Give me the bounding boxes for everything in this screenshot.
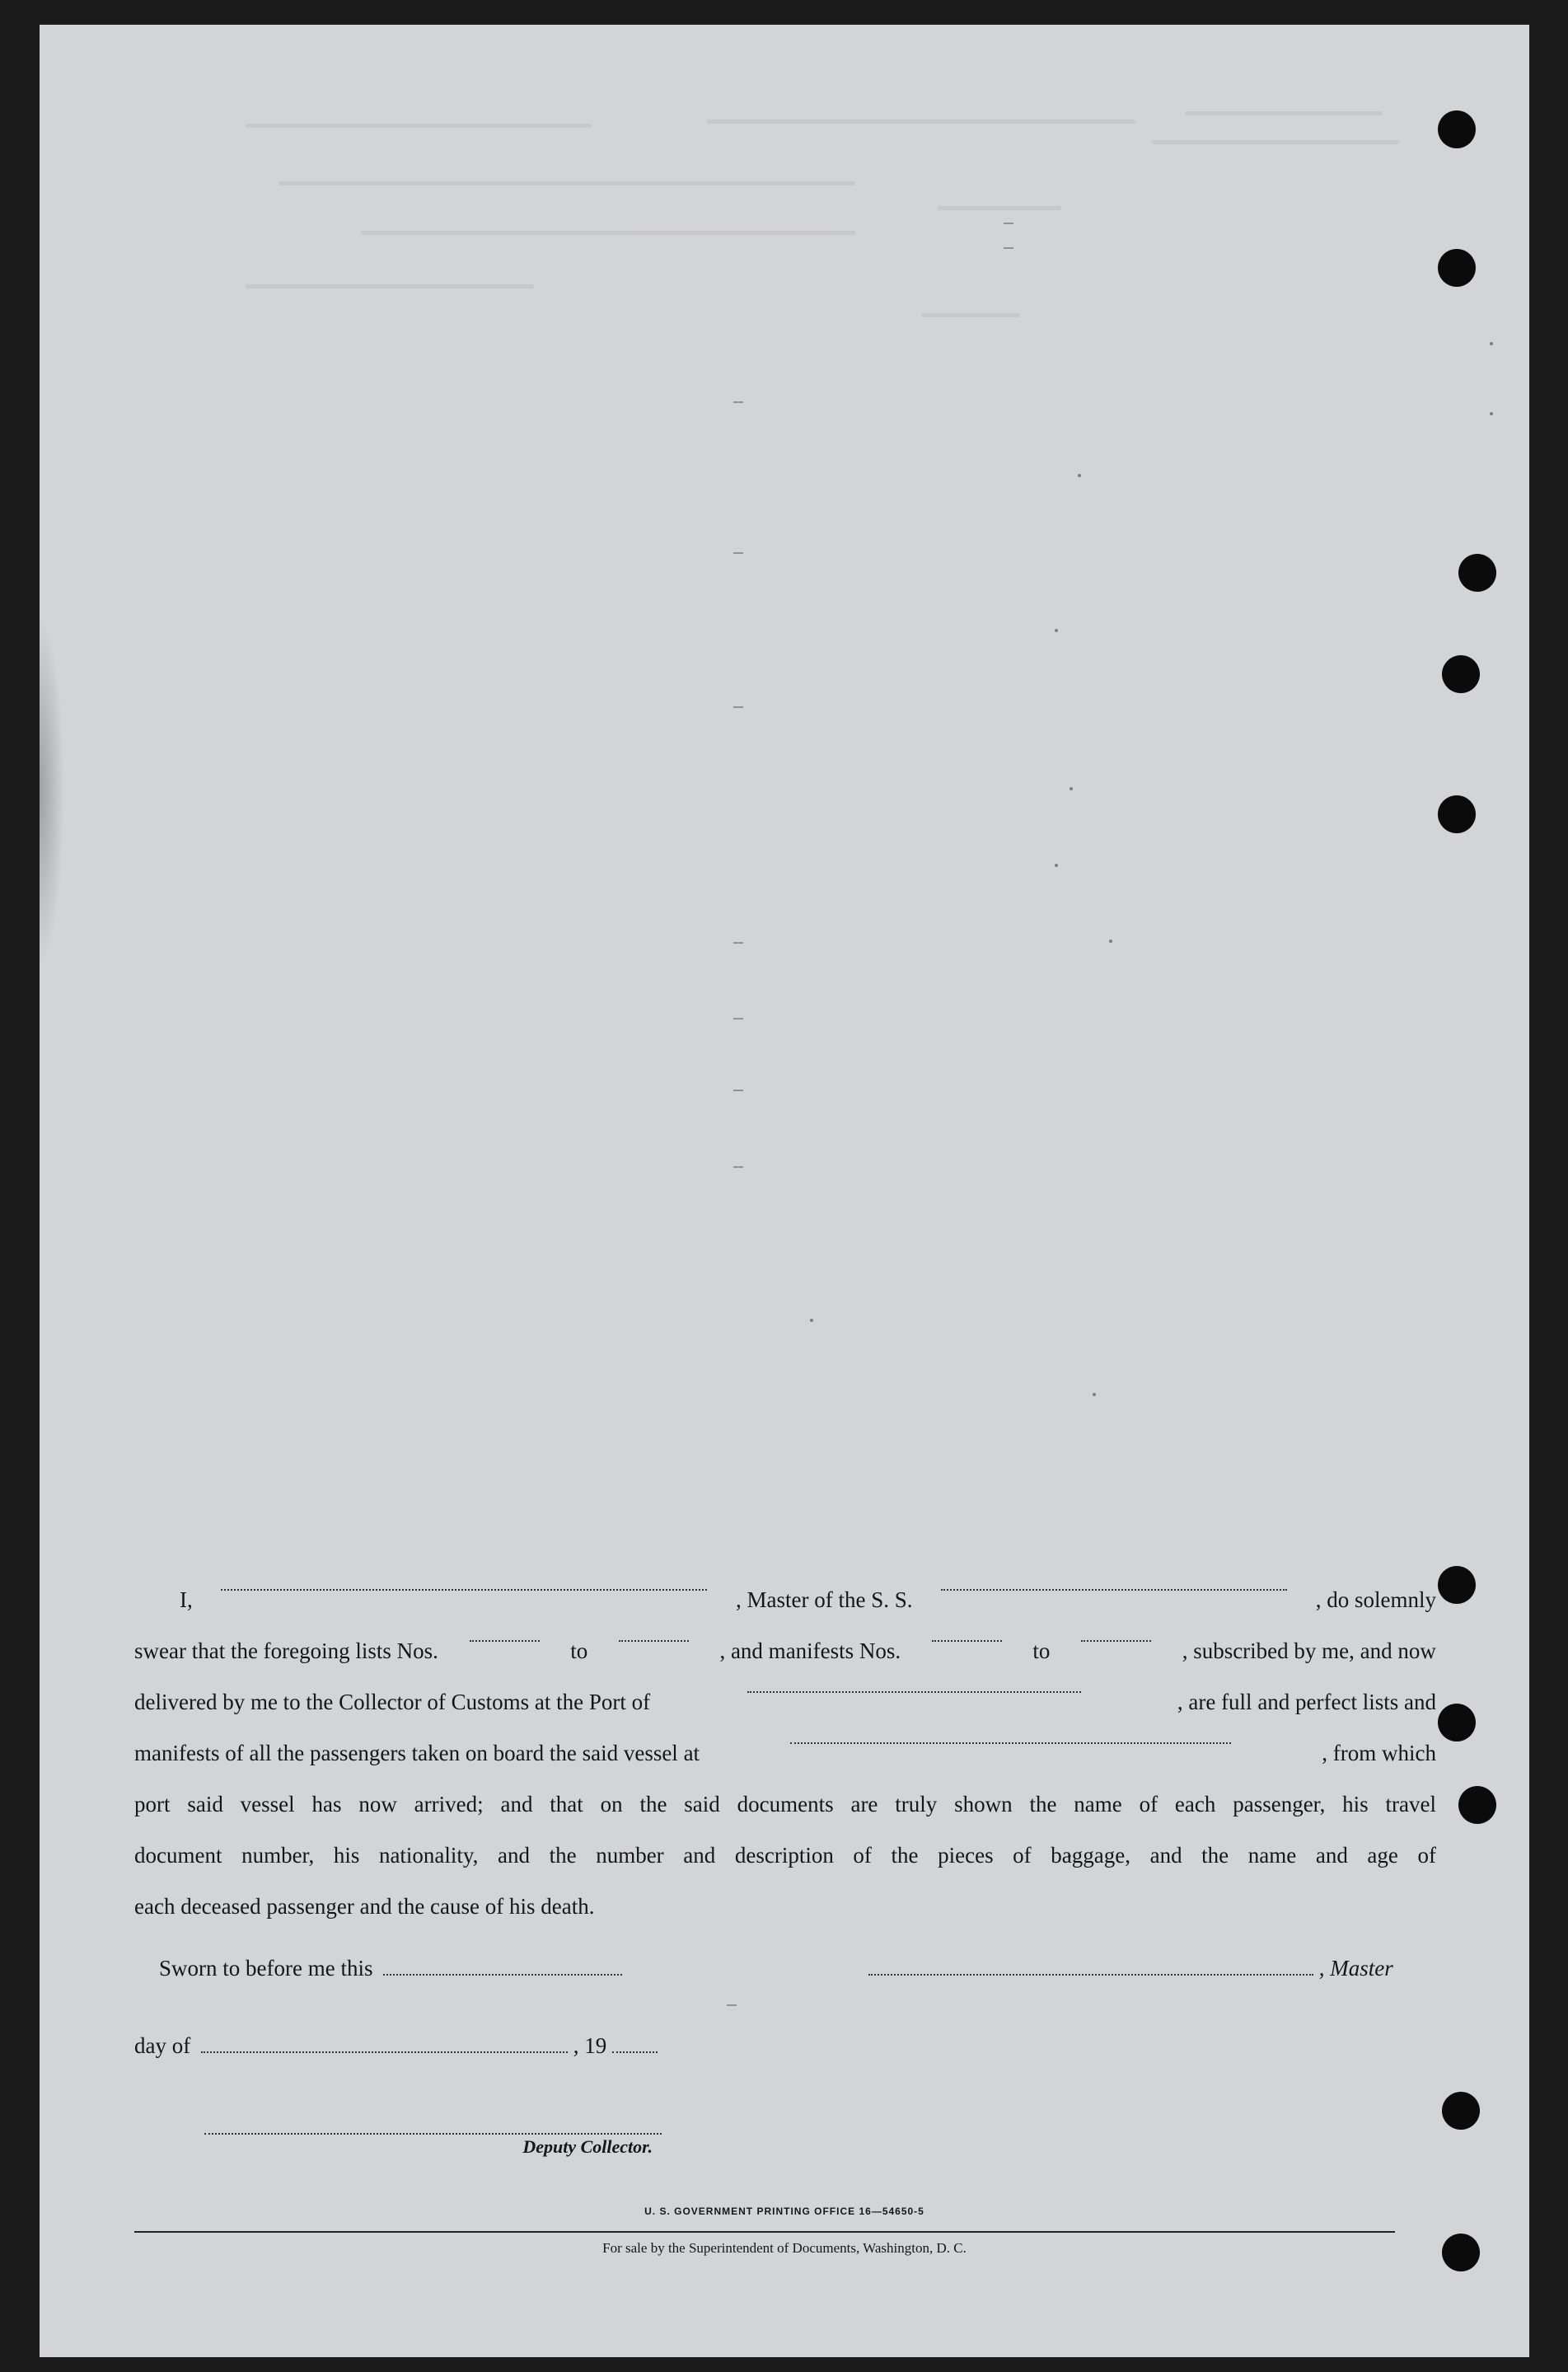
year-field xyxy=(612,2037,658,2053)
punch-hole xyxy=(1442,2092,1480,2130)
oath-text: swear that the foregoing lists Nos. xyxy=(134,1638,438,1663)
oath-line-3 xyxy=(134,1676,1436,1727)
oath-text: document number, his nationality, and the number and description of the pieces of baggage, and the name and age of xyxy=(134,1843,1436,1868)
blank-field xyxy=(619,1625,689,1642)
punch-hole xyxy=(1438,1566,1476,1604)
oath-text: to xyxy=(570,1638,588,1663)
punch-hole xyxy=(1438,249,1476,287)
oath-line-1 xyxy=(134,1574,1436,1625)
oath-text: , are full and perfect lists and xyxy=(1177,1690,1436,1714)
bleed-through-header xyxy=(196,107,1432,321)
punch-hole xyxy=(1458,1786,1496,1824)
sworn-line xyxy=(159,1956,622,1981)
punch-hole xyxy=(1442,655,1480,693)
oath-text: , do solemnly xyxy=(1315,1587,1436,1612)
blank-field xyxy=(941,1574,1287,1591)
day-of-label: day of xyxy=(134,2033,191,2058)
oath-text: , Master of the S. S. xyxy=(736,1587,913,1612)
sworn-label: Sworn to before me this xyxy=(159,1956,373,1981)
deputy-collector-label: Deputy Collector. xyxy=(522,2136,653,2157)
deputy-signature-field xyxy=(204,2118,662,2135)
master-oath xyxy=(134,1574,1436,1932)
oath-text: I, xyxy=(180,1587,193,1612)
oath-text: manifests of all the passengers taken on board the said vessel at xyxy=(134,1741,700,1765)
edge-smudge xyxy=(40,618,64,964)
master-signature-field xyxy=(868,1959,1313,1976)
oath-text: each deceased passenger and the cause of his death. xyxy=(134,1894,595,1919)
blank-field xyxy=(932,1625,1002,1642)
for-sale-note: For sale by the Superintendent of Documents, Washington, D. C. xyxy=(602,2240,967,2256)
punch-hole xyxy=(1438,1704,1476,1741)
blank-field xyxy=(747,1676,1081,1693)
blank-field xyxy=(790,1727,1231,1744)
punch-hole xyxy=(1438,110,1476,148)
year-label: , 19 xyxy=(573,2033,607,2058)
master-signature-line xyxy=(868,1956,1393,1981)
blank-field xyxy=(1081,1625,1151,1642)
sworn-date-field xyxy=(383,1959,622,1976)
oath-text: delivered by me to the Collector of Customs at the Port of xyxy=(134,1690,651,1714)
oath-text: port said vessel has now arrived; and that on the said documents are truly shown the name of each passenger, his travel xyxy=(134,1792,1436,1817)
oath-line-4 xyxy=(134,1727,1436,1779)
oath-text: , from which xyxy=(1322,1741,1436,1765)
document-page xyxy=(40,25,1529,2357)
blank-field xyxy=(470,1625,540,1642)
day-of-field xyxy=(201,2037,568,2053)
oath-line-2 xyxy=(134,1625,1436,1676)
oath-text: , and manifests Nos. xyxy=(719,1638,901,1663)
deputy-collector-line xyxy=(204,2118,666,2168)
master-label: , Master xyxy=(1318,1956,1393,1981)
oath-text: , subscribed by me, and now xyxy=(1182,1638,1436,1663)
punch-hole xyxy=(1438,795,1476,833)
punch-hole xyxy=(1458,554,1496,592)
blank-field xyxy=(221,1574,707,1591)
footer-rule xyxy=(134,2231,1395,2233)
printer-imprint: U. S. GOVERNMENT PRINTING OFFICE 16—54650-5 xyxy=(644,2206,924,2217)
day-of-line xyxy=(134,2033,658,2059)
oath-text: to xyxy=(1032,1638,1051,1663)
